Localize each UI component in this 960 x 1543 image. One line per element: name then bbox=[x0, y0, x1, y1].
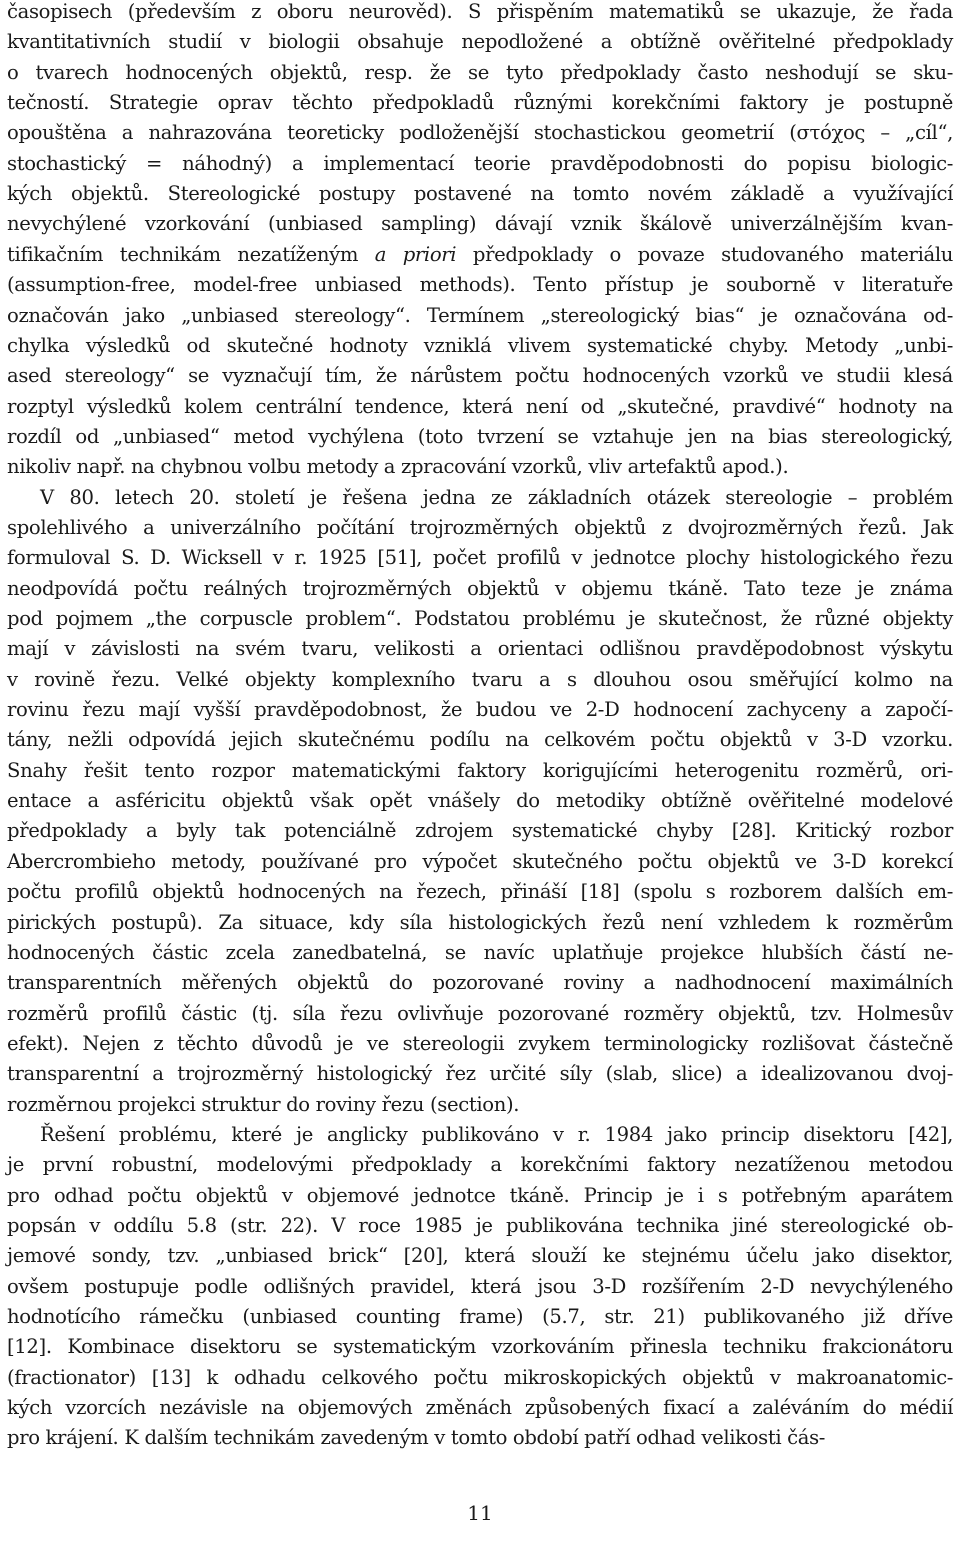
text-line: formuloval S. D. Wicksell v r. 1925 [51], počet profilů v jednotce plochy histologického řezu bbox=[7, 546, 953, 570]
text-line: jemové sondy, tzv. „unbiased brick“ [20], která slouží ke stejnému účelu jako disektor, bbox=[7, 1244, 953, 1268]
text-line: označován jako „unbiased stereology“. Termínem „stereologický bias“ je označována od- bbox=[7, 303, 953, 327]
text-line: Snahy řešit tento rozpor matematickými faktory korigujícími heterogenitu rozměrů, ori- bbox=[7, 758, 953, 782]
text-line: (assumption-free, model-free unbiased methods). Tento přístup je souborně v literatuře bbox=[7, 273, 953, 297]
text-line: stochastický = náhodný) a implementací teorie pravděpodobnosti do popisu biologic- bbox=[7, 151, 953, 175]
text-line: tečností. Strategie oprav těchto předpokladů různými korekčními faktory je postupně bbox=[7, 91, 953, 115]
text-line: entace a asféricitu objektů však opět vnášely do metodiky obtížně ověřitelné modelové bbox=[7, 789, 953, 813]
text-line: rozměrnou projekci struktur do roviny řezu (section). bbox=[7, 1092, 520, 1116]
text-line: nevychýlené vzorkování (unbiased sampling) dávají vznik škálově univerzálnějším kvan- bbox=[7, 212, 953, 236]
text-line: spolehlivého a univerzálního počítání trojrozměrných objektů z dvojrozměrných řezů. Jak bbox=[7, 515, 953, 539]
text-line: nikoliv např. na chybnou volbu metody a zpracování vzorků, vliv artefaktů apod.). bbox=[7, 455, 789, 479]
text-line: [12]. Kombinace disektoru se systematickým vzorkováním přinesla techniku frakcionátoru bbox=[7, 1335, 953, 1359]
text-line: (fractionator) [13] k odhadu celkového počtu mikroskopických objektů v makroanatomic- bbox=[7, 1365, 953, 1389]
text-line: počtu profilů objektů hodnocených na řezech, přináší [18] (spolu s rozborem dalších em- bbox=[7, 880, 953, 904]
text-line: rozptyl výsledků kolem centrální tendence, která není od „skutečné, pravdivé“ hodnoty na bbox=[7, 394, 953, 418]
text-line: Řešení problému, které je anglicky publikováno v r. 1984 jako princip disektoru [42], bbox=[40, 1122, 953, 1146]
text-line: V 80. letech 20. století je řešena jedna ze základních otázek stereologie – problém bbox=[40, 485, 953, 509]
text-line: pirických postupů). Za situace, kdy síla histologických řezů není vzhledem k rozměrům bbox=[7, 910, 953, 934]
text-line: Abercrombieho metody, používané pro výpočet skutečného počtu objektů ve 3-D korekcí bbox=[7, 849, 953, 873]
text-line: mají v závislosti na svém tvaru, velikosti a orientaci odlišnou pravděpodobnost výskytu bbox=[7, 637, 953, 661]
text-line: transparentní a trojrozměrný histologický řez určité síly (slab, slice) a idealizovanou dvoj- bbox=[7, 1062, 953, 1086]
text-line: v rovině řezu. Velké objekty komplexního tvaru a s dlouhou osou směřující kolmo na bbox=[7, 667, 953, 691]
text-line: opouštěna a nahrazována teoreticky podloženější stochastickou geometrií (στόχος – „cíl“, bbox=[7, 121, 953, 145]
text-line: pod pojmem „the corpuscle problem“. Podstatou problému je skutečnost, že různé objekty bbox=[7, 607, 953, 630]
text-line: transparentních měřených objektů do pozorované roviny a nadhodnocení maximálních bbox=[7, 971, 953, 995]
text-line: o tvarech hodnocených objektů, resp. že se tyto předpoklady často neshodují se sku- bbox=[7, 60, 953, 84]
text-line: hodnotícího rámečku (unbiased counting frame) (5.7, str. 21) publikovaného již dříve bbox=[7, 1305, 953, 1329]
text-line: tifikačním technikám nezatíženým a priori předpoklady o povaze studovaného materiálu bbox=[7, 242, 954, 266]
text-line: neodpovídá počtu reálných trojrozměrných objektů v objemu tkáně. Tato teze je známa bbox=[7, 576, 953, 600]
text-line: rozměrů profilů částic (tj. síla řezu ovlivňuje pozorované rozměry objektů, tzv. Holmesův bbox=[7, 1001, 953, 1025]
text-line: popsán v oddílu 5.8 (str. 22). V roce 1985 je publikována technika jiné stereologické ob- bbox=[7, 1214, 953, 1237]
text-line: kých vzorcích nezávisle na objemových změnách způsobených fixací a zaléváním do médií bbox=[7, 1396, 953, 1420]
text-line: časopisech (především z oboru neurověd). S přispěním matematiků se ukazuje, že řada bbox=[7, 0, 953, 23]
text-line: je první robustní, modelovými předpoklady a korekčními faktory nezatíženou metodou bbox=[7, 1153, 953, 1177]
text-line: pro krájení. K dalším technikám zavedeným v tomto období patří odhad velikosti čás- bbox=[7, 1426, 826, 1450]
text-line: rovinu řezu mají vyšší pravděpodobnost, že budou ve 2-D hodnocení zachyceny a započí- bbox=[7, 698, 953, 722]
text-line: hodnocených částic zcela zanedbatelná, se navíc uplatňuje projekce hlubších částí ne- bbox=[7, 940, 953, 964]
text-line: ased stereology“ se vyznačují tím, že nárůstem počtu hodnocených vzorků ve studii klesá bbox=[7, 364, 953, 388]
text-line: tány, nežli odpovídá jejich skutečnému podílu na celkovém počtu objektů v 3-D vzorku. bbox=[7, 728, 953, 752]
text-line: efekt). Nejen z těchto důvodů je ve stereologii zvykem terminologicky rozlišovat částečně bbox=[7, 1031, 953, 1055]
text-line: kých objektů. Stereologické postupy postavené na tomto novém základě a využívající bbox=[7, 182, 953, 206]
text-line: předpoklady a byly tak potenciálně zdrojem systematické chyby [28]. Kritický rozbor bbox=[7, 819, 953, 843]
text-line: rozdíl od „unbiased“ metod vychýlena (toto tvrzení se vztahuje jen na bias stereologický, bbox=[7, 424, 953, 448]
text-line: chylka výsledků od skutečné hodnoty vzniklá vlivem systematické chyby. Metody „unbi- bbox=[7, 333, 953, 357]
text-line: pro odhad počtu objektů v objemové jednotce tkáně. Princip je i s potřebným aparátem bbox=[7, 1183, 953, 1207]
page-number: 11 bbox=[467, 1501, 493, 1525]
text-line: ovšem postupuje podle odlišných pravidel, která jsou 3-D rozšířením 2-D nevychýleného bbox=[7, 1274, 953, 1298]
text-line: kvantitativních studií v biologii obsahuje nepodložené a obtížně ověřitelné předpoklady bbox=[7, 30, 953, 54]
